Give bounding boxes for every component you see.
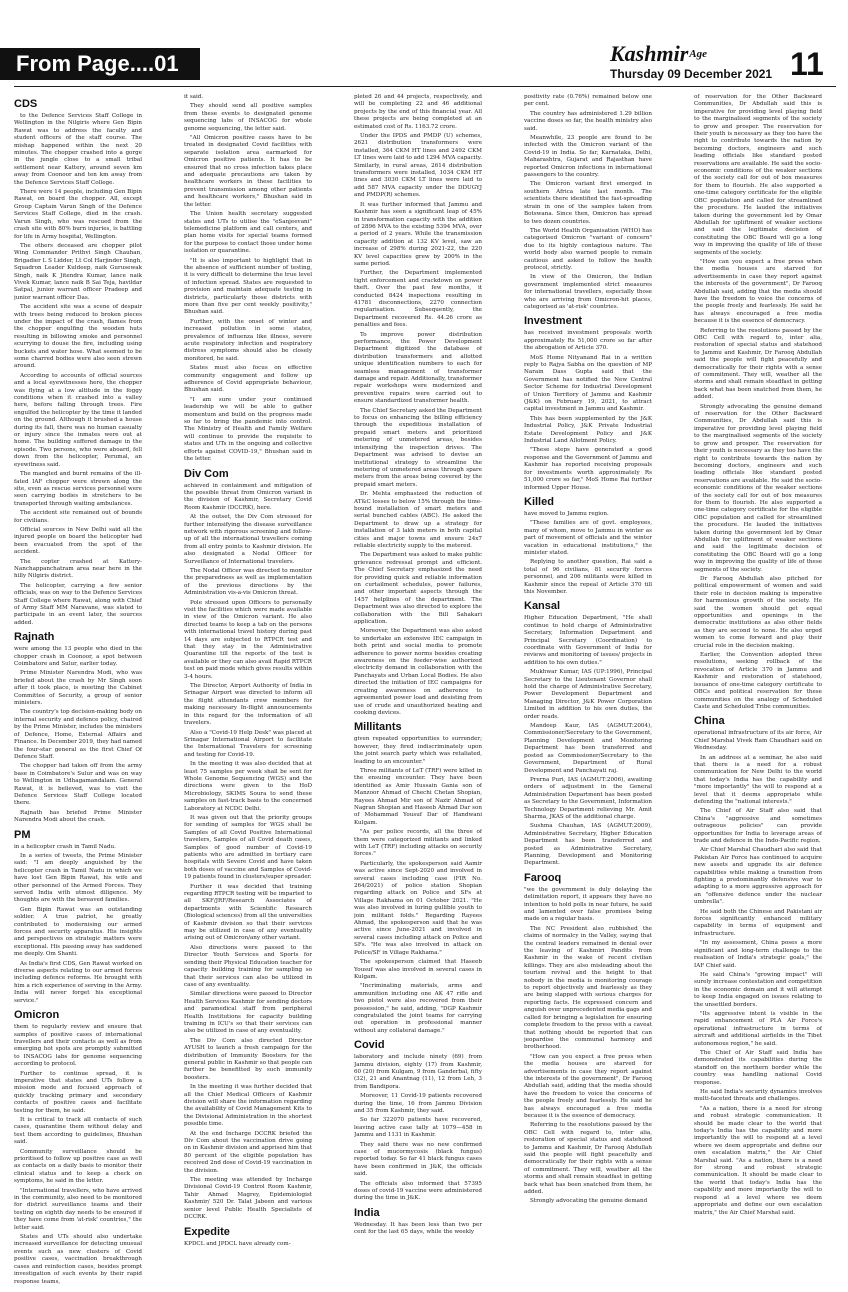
article-paragraph: He said both the Chinese and Pakistani air forces significantly enhanced military capability in terms of equipment and infrastructure. (694, 908, 822, 937)
article-paragraph: "All Omicron positive cases have to be treated in designated Covid facilities with separate isolation area earmarked for Omicron positive patients. It has to be ensured that no cross infection takes place and adequate precautions are taken by healthcare workers in these facilities to prevent transmission among other patients and healthcare workers," Bhushan said in the letter. (184, 135, 312, 208)
article-paragraph: Referring to the resolutions passed by the OBC Cell with regard to, inter alia, restoration of special status and statehood to Jammu and Kashmir, Dr Farooq Abdullah said the people will fight peacefully and democratically for their rights with a sense of commitment. They will, weather all the storms and shall remain steadfast in getting back what has been snatched from them, he added. (524, 1122, 652, 1196)
article-paragraph: They said there was no new confirmed case of mucormycosis (black fungus) reported today. So far 41 black fungus cases have been confirmed in J&K, the officials said. (354, 1141, 482, 1178)
article-headline: CDS (14, 98, 38, 110)
article-paragraph: Further, with the onset of winter and increased pollution in some states, prevalence of influenza like illness, severe acute respiratory infection and respiratory distress symptoms should also be closely monitored, he said. (184, 318, 312, 362)
article-paragraph: "I am sure under your continued leadership we will be able to gather momentum and build on the progress made so far to bring the pandemic into control. The Ministry of Health and Family Welfare will continue to provide the requisite to states and UTs in the ongoing and collective efforts against COVID-19," Bhushan said in the letter. (184, 396, 312, 463)
article-paragraph: Similar directions were passed to Director Health Services Kashmir for sending doctors and paramedical staff from peripheral Health Institutions for capacity building training in ICU's so that their services can also be utilized in case of any eventuality. (184, 991, 312, 1035)
article-paragraph: Sushma Chauhan, IAS (AGMUT:2009), Administrative Secretary, Higher Education Department has been transferred and posted as Administrative Secretary, Planning, Development and Monitoring Department. (524, 823, 652, 867)
article-paragraph: MoS Home Nityanand Rai in a written reply to Rajya Sabha on the question of MP Narain Dass Gupta said that the Government has notified the New Central Sector Scheme for Industrial Development of Union Territory of Jammu and Kashmir (J&K) on February 19, 2021, to attract capital investment in Jammu and Kashmir. (524, 354, 652, 413)
brand-name (610, 41, 785, 66)
article-paragraph: The NC President also rubbished the claims of normalcy in the Valley, saying that the central leaders remained in denial over the leaving of Kashmiri Pandits from Kashmir in the wake of recent civilian killings. They are also misleading about the tourism revival and the height to that nobody in the media is monitoring courage to report objectively and fearlessly as they are being slapped with serious charges for reporting facts. He expressed concern and anguish over unprecedented media gags and called for bringing a legislation for ensuring complete freedom to the press with a caveat that nothing should be reported that can jeopardise the communal harmony and brotherhood. (524, 925, 652, 1051)
article-paragraph: The Div Com also directed Director AYUSH to launch a fresh campaign for the distribution of Immunity Boosters for the general public in Kashmir so that people can further be benefitted by such immunity boosters. (184, 1037, 312, 1081)
article-headline: PM (14, 828, 31, 841)
article-headline: India (354, 1206, 380, 1219)
article-paragraph: Replying to another question, Rai said a total of 96 civilians, 81 security forces personnel, and 206 militants were killed in Kashmir since the repeal of Article 370 till this November. (524, 559, 652, 595)
article-paragraph: States and UTs should also undertake increased surveillance for detecting unusual events such as new clusters of Covid positive cases, vaccination breakthrough cases and reinfection cases, besides prompt investigation of such events by their rapid response teams, (14, 1234, 142, 1284)
article-paragraph: Gen Bipin Rawat was an outstanding soldier. A true patriot, he greatly contributed to modernising our armed forces and security apparatus. His insights and perspectives on strategic matters were exceptional. His passing away has saddened me deeply. Om Shanti. (14, 906, 142, 958)
article-paragraph: The accident site remained out of bounds for civilians. (14, 510, 142, 524)
article-paragraph: He said China's "growing impact" will surely increase contestation and competition in the economic domain and it will attempt to keep India engaged on issues relating to the unsettled borders. (694, 971, 822, 1008)
article-paragraph: given repeated opportunities to surrender; however, they fired indiscriminately upon the joint search party which was retaliated, leading to an encounter." (354, 736, 482, 765)
article-paragraph: Further, the Department implemented tight enforcement and crackdown on power theft. Over the past few months, it conducted 8424 inspections resulting in 41781 disconnections, 2270 connection regularisation. Subsequently, the Department recovered Rs. 44.26 crore as penalties and fees. (354, 270, 482, 329)
article-paragraph: Three militants of LeT (TRF) were killed in the ensuing encounter. They have been identified as Amir Hussain Gania son of Manzoor Ahmad of Chechi Chetan Shopian, Rayees Ahmad Mir son of Nazir Ahmad of Nagran Shopian and Haseeb Ahmad Dar son of Mohammad Yousuf Dar of Handwani Kulgam. (354, 767, 482, 826)
article-paragraph: As India's first CDS, Gen Rawat worked on diverse aspects relating to our armed forces including defence reforms. He brought with him a rich experience of serving in the Army. India will never forget his exceptional service." (14, 960, 142, 1004)
article-paragraph: "Incriminating materials, arms and ammunition including one AK 47 rifle and two pistol were also recovered from their possession," he said, adding, "DGP Kashmir congratulated the joint teams for carrying out operation in professional manner without any collateral damage." (354, 983, 482, 1034)
article-paragraph: Referring to the resolutions passed by the OBC Cell with regard to, inter alia, restoration of special status and statehood to Jammu and Kashmir, Dr Farooq Abdullah said the people will fight peacefully and democratically for their rights with a sense of commitment. They will, weather all the storms and shall remain steadfast in getting back what has been snatched from them, he added. (694, 327, 822, 401)
article-paragraph: The Chief of Air Staff said India has demonstrated its capabilities during the standoff on the northern border while the country was handling national Covid response. (694, 1049, 822, 1086)
article-paragraph: "In my assessment, China poses a more significant and long-term challenge to the realisation of India's strategic goals," the IAF Chief said. (694, 940, 822, 969)
article-paragraph: At the outset, the Div Com stressed for further intensifying the disease surveillance network with rigorous screening and follow-up of all the international travellers coming from all entry points to Kashmir division. He also designated a Nodal Officer for Surveillance of International travelers. (184, 514, 312, 565)
article-paragraph: Earlier, the Convention adopted three resolutions, seeking rollback of the revocation of Article 370 in Jammu and Kashmir and restoration of statehood, issuance of one-time category certificate to OBCs and political reservation for these communities on the analogy of Scheduled Caste and Scheduled Tribe communities. (694, 652, 822, 710)
article-paragraph: Further it was decided that training regarding RTPCR testing will be imparted to all SKF/JRF/Research Associates of departments with Scientific Research (Biological sciences) from all the universities of Kashmir division so that their services may be utilized in case of any eventuality arising out of Omicron/any other variant. (184, 883, 312, 942)
article-paragraph: achieved in containment and mitigation of the possible threat from Omicron variant in the division of Kashmir, Secretary Covid Room Kashmir (DCCRK), here. (184, 482, 312, 511)
article-paragraph: Pole stressed upon Officers to personally visit the facilities which were made available in view of the Omicron variant. He also directed teams to keep a tab on the persons with international travel history during past 14 days are subjected to RTPCR test and that they stay in the Administrative Quarantine till the reports of the test is available or they can also avail Rapid RTPCR test on paid mode which gives results within 3-4 hours. (184, 599, 312, 680)
article-paragraph: Mukhwar Kumar, IAS (UP:1996), Principal Secretary to the Lieutenant Governor shall hold the charge of Administrative Secretary, Power Development Department and Managing Director, J&K Power Corporation Limited in addition to his own duties, the order reads. (524, 669, 652, 720)
column-2 (184, 94, 312, 1284)
article-paragraph: The others deceased are chopper pilot Wing Commander Prithvi Singh Chauhan, Brigadier L S Lidder, Lt Col Harjinder Singh, Squadron Leader Kuldeep, naik Gurusewak Singh, naik K Jitendra Kumar, lance naik Vivek Kumar, lance naik B Sai Teja, havildar Satpal, junior warrant officer Pradeep and junior warrant officer Das. (14, 242, 142, 301)
article-paragraph: of reservation for the Other Backward Communities, Dr Abdullah said this is imperative for providing level playing field to the marginalised segments of the society to grow and prosper. The reservation for their youth is necessary as they too have the right to contribute towards the nation by becoming doctors, engineers and such leading officials like standard posted reservations are available. He said the socio-economic conditions of the weaker sections of the society call for out of box measures for them to flourish. He also supported a one-time category certificate for the eligible OBC population and called for streamlined the procedure. He lauded the initiatives taken during the government led by Omar Abdullah for upliftment of weaker sections and said the legitimate decision of constituting the OBC Board will go a long way in improving the quality of life of these segments of the society. (694, 94, 822, 256)
article-paragraph: So far 322070 patients have recovered, leaving active case tally at 1079—458 in Jammu and 1131 in Kashmir. (354, 1117, 482, 1139)
article-paragraph: in a helicopter crash in Tamil Nadu. (14, 843, 116, 850)
article-paragraph: Under the IPDS and PMDP (U) schemes, 2621 distribution transformers were installed, 364 CKM HT lines and 2492 CKM LT lines were laid to add 1294 MVA capacity. Similarly, in rural areas, 2614 distribution transformers were installed, 1034 CKM HT lines and 3030 CKM LT lines were laid to add 587 MVA capacity under the DDUGYJ and PMDP(R) schemes. (354, 133, 482, 199)
article-paragraph: Also a "Covid-19 Help Desk" was placed at Srinagar International Airport to facilitate the International Travelers for screening and testing for Covid-19. (184, 729, 312, 758)
column-5 (694, 94, 822, 1284)
article-headline: Farooq (524, 871, 562, 884)
article-paragraph: have moved to Jammu region. (524, 510, 609, 517)
brand (610, 41, 785, 81)
article-columns (14, 94, 836, 1284)
article-paragraph: "Its aggressive intent is visible in the rapid enhancement of PLA Air Force's operational infrastructure in terms of aircraft and additional airfields in the Tibet autonomous region," he said. (694, 1010, 822, 1047)
article-paragraph: were among the 13 people who died in the chopper crash in Coonoor, a spot between Coimbatore and Sulur, earlier today. (14, 646, 142, 668)
article-headline: China (694, 715, 725, 728)
article-paragraph: There were 14 people, including Gen Bipin Rawat, on board the chopper. All, except Group Captain Varun Singh of the Defence Services Staff College, died in the crash. Varun Singh, who was rescued from the crash site with 80% burn injuries, is battling for life in Army hospital, Wellington. (14, 189, 142, 240)
article-paragraph: The spokesperson claimed that Haseeb Yousuf was also involved in several cases in Kulgam. (354, 959, 482, 980)
article-headline: Millitants (354, 721, 402, 734)
issue-month-year: December 2021 (684, 67, 773, 81)
article-paragraph: The Director, Airport Authority of India in Srinagar Airport was directed to inform all the flight attendants crew members for making necessary In-flight announcements in this regard for the information of all travelers. (184, 683, 312, 727)
article-paragraph: them to regularly review and ensure that samples of positive cases of international travellers and their contacts as well as from emerging hot spots are promptly submitted to INSACOG labs for genome sequencing according to protocol. (14, 1024, 142, 1068)
article-paragraph: It is critical to track all contacts of such cases, quarantine them without delay and test them according to guidelines, Bhushan said. (14, 1116, 142, 1146)
article-paragraph: He said India's security dynamics involves multi-faceted threats and challenges. (694, 1089, 822, 1103)
article-paragraph: It was given out that the priority groups for sending of samples for WGS shall be Samples of all Covid Positive International travelers, Samples of all Covid death cases, Samples of good number of Covid-19 patients who are admitted in tertiary care hospitals with Severe Covid and have taken both doses of vaccine and Samples of Covid-19 patients found in clusters/super spreader. (184, 814, 312, 881)
article-headline: Killed (524, 495, 554, 508)
section-label: From Page....01 (0, 48, 200, 80)
article-paragraph: "How can you expect a free press when the media houses are starved for advertisements in case they report against the interests of the government", Dr Farooq Abdullah said, adding that the media should have the freedom to voice the concerns of the people freely and fearlessly. He said he has always encouraged a free media because it is the essence of democracy. (694, 258, 822, 325)
article-paragraph: Particularly, the spokesperson said Aamir was active since Sept-2020 and involved in several cases including case (FIR No. 264/2021) of police station Shopian regarding attack on Police and SFs at Village Rakhama on 01 October 2021. "He was also involved in luring gullible youth to join militant folds." Regarding Rayees Ahmad, the spokesperson said that he was active since June-2021 and involved in several cases including attack on Police and SFs. "He was also involved in attack on Police/SF in Village Rakhama." (354, 860, 482, 956)
article-paragraph: The accident site was a scene of despair with trees being reduced to broken pieces under the impact of the crash, flames from the chopper engulfing the wooden huts resulting in billowing smoke and personnel scurrying to douse the fire, including using buckets and water hose. What seemed to be some charred bodies were also seen strewn around. (14, 304, 142, 370)
article-paragraph: to the Defence Services Staff College in Wellington in the Nilgiris where Gen Bipin Rawat was to address the faculty and student officers of the staff course. The mishap happened within the next 20 minutes. The chopper crashed into a gorge in the jungle close to a small tribal settlement near Kattery, around seven km away from Coonoor and ten km away from the Defence Services Staff College. (14, 113, 142, 186)
article-paragraph: The Chief of Air Staff also said that China's "aggressive and sometimes outrageous policies" can provide opportunities for India to leverage areas of trade and defence in the Indo-Pacific region. (694, 808, 822, 844)
article-paragraph: The chopper had taken off from the army base in Coimbatore's Sulur and was on way to Wellington in Udhagamandalam. General Rawat, it is believed, was to visit the Defence Services Staff College located there. (14, 763, 142, 807)
article-paragraph: "These steps have generated a good response and the Government of Jammu and Kashmir has reported receiving proposals for investments worth approximately Rs 51,000 crore so far," MoS Home Rai further informed Upper House. (524, 447, 652, 491)
article-paragraph: According to accounts of official sources and a local eyewitnesses here, the chopper was flying at a low altitude in the foggy conditions when it crashed into a valley here, before falling through trees. Fire engulfed the helicopter by the time it landed on the ground. Although it brushed a house during its fall, there was no human casualty or injury since the inmates were out at home. The building suffered damage in the episode. Two persons, who were aboard, fell down from the helicopter, Perumal, an eyewitness said. (14, 372, 142, 468)
article-paragraph: Dr. Mehta emphasized the reduction of AT&C losses to below 15% through the time-bound installation of smart meters and serial bunched cables (ABC). He asked the Department to draw up a strategy for installation of 3 lakh meters in both capital cities and major towns and ensure 24x7 reliable electricity supply to the metered. (354, 491, 482, 549)
article-paragraph: "As a nation, there is a need for strong and robust strategic communication. It should be made clear to the world that today's India has the capability and more importantly the will to respond at a level where we deem appropriate and define our own escalation matrix," the Air Chief Marshal said. "As a nation, there is a need for strong and robust strategic communication. It should be made clear to the world that today's India has the capability and more importantly the will to respond at a level where we deem appropriate and define our own escalation matrix," the Air Chief Marshal said. (694, 1105, 822, 1216)
article-paragraph: Strongly advocating the genuine demand (530, 1198, 648, 1205)
article-paragraph: laboratory and include ninety (69) from Jammu division, eighty (17) from Kashmir, 60 (20) from Kulgam, 9 from Ganderbal, fifty (32), 21 and Anantnag (11), 12 from Leh, 3 from Bandipora. (354, 1054, 482, 1090)
article-paragraph: Prime Minister Narendra Modi, who was briefed about the crash by Mr Singh soon after it took place, is meeting the Cabinet Committee of Security, a group of senior ministers. (14, 670, 142, 707)
article-headline: Covid (354, 1039, 385, 1052)
article-paragraph: Higher Education Department, "He shall continue to hold charge of Administrative Secretary, Information Department and Principal Secretary (Coordination) to coordinate with Government of India for reviews and monitoring of issues/ projects in addition to his own duties." (524, 615, 652, 666)
article-paragraph: The copter crashed at Kattery-Nanchappanchatram area near here in the hilly Nilgiris district. (14, 558, 142, 580)
article-paragraph: Air Chief Marshal Chaudhari also said that Pakistan Air Force has continued to acquire new assets and upgrade its air defence capabilities while making a transition from fighting a predominantly defensive war to adapting to a more aggressive approach for an "offensive defence under the nuclear umbrella". (694, 847, 822, 906)
article-paragraph: Prerna Puri, IAS (AGMUT:2006), awaiting orders of adjustment in the General Administration Department has been posted as Secretary to the Government, Information Technology Department relieving Mr. Amit Sharma, JKAS of the additional charge. (524, 776, 652, 820)
article-paragraph: has received investment proposals worth approximately Rs 51,000 crore so far after the abrogation of Article 370. (524, 330, 652, 352)
article-paragraph: Moreover, the Department was also asked to undertake an extensive IEC campaign in both print and social media to promote adherence to power norms besides creating awareness on the feeder-wise authorized electricity demand in collaboration with the Panchayats and Urban Local Bodies. He also directed the initiation of IEC campaigns for creating awareness on adherence to agreemented power load and desisting from use of crude and unauthorized heating and cooking devices. (354, 628, 482, 716)
article-paragraph: "we the government is duly delaying the delimitation report, it appears they have no intention to hold polls in near future, he said and lamented over false promises being made on a regular basis. (524, 886, 652, 923)
article-paragraph: Moreover, 11 Covid-19 patients recovered during the time, 16 from Jammu Division and 35 from Kashmir, they said. (354, 1093, 482, 1114)
article-paragraph: At the end Incharge DCCRK briefed the Div Com about the vaccination drive going on in Kashmir division and apprised him that 80 percent of the eligible population has received 2nd dose of Covid-19 vaccination in the division. (184, 1130, 312, 1174)
masthead (0, 0, 848, 82)
article-paragraph: "International travellers, who have arrived in the community, also need to be monitored for district surveillance teams and their testing on eighth day needs to be ensured if they have come from 'at-risk' countries," the letter said. (14, 1187, 142, 1231)
article-paragraph: In view of the Omicron, the Indian government implemented strict measures for international travellers, especially those who are arriving from Omicron-hit places, categorised as 'at-risk' countries. (524, 274, 652, 310)
article-paragraph: The World Health Organisation (WHO) has categorised Omicron "variant of concern" due to its highly contagious nature. The world body also warned people to remain cautious and asked to follow the health protocol, strictly. (524, 227, 652, 271)
article-paragraph: Official sources in New Delhi said all the injured people on board the helicopter had been evacuated from the spot of the accident. (14, 526, 142, 556)
article-paragraph: The meeting was attended by Incharge Divisional Covid-19 Control Room Kashmir, Tahir Ahmad Magrey, Epidemiologist Kashmir/ 520 Dr. Talat Jabeen and various senior level Public Health Specialists of DCCRK. (184, 1177, 312, 1221)
article-paragraph: "These families are of govt. employees, many of whom, move to Jammu in winter as part of movement of officials and the winter vacation in educational institutions," the minister stated. (524, 520, 652, 556)
brand-name-suffix: Age (689, 48, 707, 60)
article-paragraph: Dr Farooq Abdullah also pitched for political empowerment of women and said their role in decision making is imperative for harmonious growth of the society. He said the women should get equal opportunities and openings in the democratic institutions as also other fields as they are second to none. He also urged women to come forward and play their crucial role in the decision making. (694, 576, 822, 649)
column-1 (14, 94, 142, 1284)
article-paragraph: Further to continue spread, it is imperative that states and UTs follow a mission mode and focused approach of quickly tracking primary and secondary contacts of positive cases and facilitate testing for them, he said. (14, 1070, 142, 1114)
article-paragraph: The Chief Secretary asked the Department to focus on enhancing the billing efficiency through the expeditious installation of prepaid smart meters and prioritized metering of unmetered areas, besides intensifying the inspection drives. The Department was advised to devise an institutional strategy to streamline the metering of unmetered areas through spare meters from the areas being covered by the prepaid smart meters. (354, 407, 482, 488)
brand-name-main: Kashmir (610, 41, 689, 66)
page-number: 11 (790, 46, 824, 82)
article-paragraph: "It is also important to highlight that in the absence of sufficient number of testing, it is very difficult to determine the true level of infection spread. States are requested to provision and maintain adequate testing in districts, particularly those districts with more than five per cent weekly positivity," Bhushan said. (184, 257, 312, 316)
article-paragraph: Strongly advocating the genuine demand of reservation for the Other Backward Communities, Dr Abdullah said this is imperative for providing level playing field to the marginalised segments of the society to grow and prosper. The reservation for their youth is necessary as they too have the right to contribute towards the nation by becoming doctors, engineers and such leading officials like standard posted reservations are available. He said the socio-economic conditions of the weaker sections of the society call for out of box measures for them to flourish. He also supported a one-time category certificate for the eligible OBC population and called for streamlined the procedure. He lauded the initiatives taken during the government led by Omar Abdullah for upliftment of weaker sections and said the legitimate decision of constituting the OBC Board will go a long way in improving the quality of life of these segments of the society. (694, 403, 822, 573)
article-paragraph: The country's top decision-making body on internal security and defence policy, chaired by the Prime Minister, includes the ministers of Defence, Home, External Affairs and Finance. In December 2019, they had named the four-star general as the first Chief Of Defence Staff. (14, 709, 142, 760)
article-paragraph: Rajnath has briefed Prime Minister Narendra Modi about the crash. (14, 809, 142, 824)
article-paragraph: "How can you expect a free press when the media houses are starved for advertisements in case they report against the interests of the government", Dr Farooq Abdullah said, adding that the media should have the freedom to voice the concerns of the people freely and fearlessly. He said he has always encouraged a free media because it is the essence of democracy. (524, 1053, 652, 1119)
column-3 (354, 94, 482, 1284)
article-paragraph: The mangled and burnt remains of the ill-fated IAF chopper were strewn along the site, even as rescue services personnel were seen carrying bodies in stretchers to be transported through waiting ambulances. (14, 471, 142, 507)
article-paragraph: "As per police records, all the three of them were categorized militants and linked with LeT (TRF) including attacks on security forces." (354, 829, 482, 858)
article-paragraph: pleted 26 and 44 projects, respectively, and will be completing 22 and 46 additional projects by the end of this financial year. All these projects are being completed at an estimated cost of Rs. 1163.72 crore. (354, 94, 482, 130)
article-paragraph: it said. (184, 94, 204, 100)
article-paragraph: Also directions were passed to the Director Youth Services and Sports for sending their Physical Education teacher for capacity building training for sampling so that their services can also be utilized in case of any eventuality. (184, 944, 312, 988)
article-paragraph: The officials also informed that 57395 doses of covid-19 vaccine were administered during the time in J&K. (354, 1180, 482, 1202)
article-headline: Expedite (184, 1225, 230, 1238)
article-paragraph: Mandeep Kaur, IAS (AGMUT:2004), Commissioner/Secretary to the Government, Planning Development and Monitoring Department has been transferred and posted as Commissioner/Secretary to the Government, Department of Rural Development and Panchayati raj. (524, 723, 652, 774)
article-paragraph: The Department was asked to make public grievance redressal prompt and efficient. The Chief Secretary emphasized the need for providing quick and reliable information on curtailment schedules, power failures, and other important aspects through the 1457 helplines of the department. The Department was also directed to explore the collaboration with the Bill Sahakari application. (354, 552, 482, 626)
article-paragraph: To improve power distribution performance, the Power Development Department digitized the database of distribution transformers and allotted unique identification numbers to each for seamless management of transformer damage and repair. Additionally, transformer repair workshops were modernized and preventive repairs were carried out to ensure standardized transformer health. (354, 331, 482, 405)
article-paragraph: In an address at a seminar, he also said that there is a need for a robust communication for New Delhi to the world that today's India has the capability and "more importantly" the will to respond at a level that it deems appropriate while defending the "national interests." (694, 754, 822, 805)
article-paragraph: The country has administered 1.29 billion vaccine doses so far, the health ministry also said. (524, 110, 652, 132)
article-paragraph: KPDCL and JPDCL have already com- (184, 1240, 291, 1247)
article-paragraph: This has been supplemented by the J&K Industrial Policy, J&K Private Industrial Estate Development Policy and J&K Industrial Land Allotment Policy. (524, 415, 652, 445)
article-paragraph: In the meeting it was further decided that all the Chief Medical Officers of Kashmir division will share the information regarding the availability of Covid Management Kits to the Divisional Administration in the shortest possible time. (184, 1084, 312, 1128)
article-headline: Kansal (524, 600, 561, 613)
article-paragraph: operational infrastructure of its air force, Air Chief Marshal Vivek Ram Chaudhari said on Wednesday. (694, 730, 822, 752)
article-headline: Rajnath (14, 631, 55, 644)
article-paragraph: positivity rate (0.76%) remained below one per cent. (524, 94, 652, 108)
article-paragraph: In the meeting it was also decided that at least 75 samples per week shall be sent for Whole Genome Sequencing (WGS) and the directions were given to the HoD Microbiology, SKIMS Soura to send these samples on fast-track basis to the concerned Laboratory at NCDC Delhi. (184, 761, 312, 812)
issue-weekday: Thursday 09 (610, 67, 681, 81)
article-paragraph: It was further informed that Jammu and Kashmir has seen a significant leap of 45% in transformation capacity with the addition of 2896 MVA to the existing 5394 MVA, over a period of 2 years. While the transmission capacity addition at 132 KV level, saw an increase of 298% during 2021-22, the 220 KV level capacities grew by 200% in the same period. (354, 201, 482, 267)
issue-date (610, 66, 785, 82)
article-headline: Omicron (14, 1009, 60, 1022)
article-paragraph: The Omicron variant first emerged in southern Africa late last month. The scientists there identified the fast-spreading strain in one of the samples taken from Botswana. Since then, Omicron has spread to two dozen countries. (524, 181, 652, 225)
article-paragraph: They should send all positive samples from these events to designated genome sequencing labs of INSACOG for whole genome sequencing, the letter said. (184, 103, 312, 132)
article-paragraph: Community surveillance should be prioritised to follow up positive case as well as contacts on a daily basis to monitor their clinical status and to keep a check on symptoms, he said in the letter. (14, 1148, 142, 1185)
article-paragraph: Meanwhile, 23 people are found to be infected with the Omicron variant of the Covid-19 in India. So far, Karnataka, Delhi, Maharashtra, Gujarat and Rajasthan have reported Omicron infections in international passengers to the country. (524, 135, 652, 179)
column-4 (524, 94, 652, 1284)
article-paragraph: The Nodal Officer was directed to monitor the preparedness as well as implementation of the previous directions by the Administration vis-a-vis Omicron threat. (184, 567, 312, 597)
article-paragraph: In a series of tweets, the Prime Minister said: "I am deeply anguished by the helicopter crash in Tamil Nadu in which we have lost Gen Bipin Rawat, his wife and other personnel of the Armed Forces. They served India with utmost diligence. My thoughts are with the bereaved families. (14, 852, 142, 904)
article-paragraph: States must also focus on effective community engagement and follow up adherence of Covid appropriate behaviour, Bhushan said. (184, 365, 312, 394)
header-rule (14, 86, 836, 87)
article-paragraph: Wednesday. It has been less than two per cent for the last 65 days, while the weekly (354, 1221, 482, 1236)
article-paragraph: The helicopter, carrying a few senior officials, was on way to the Defence Services Staff College where Rawat, along with Chief of Army Staff MM Naravane, was slated to participate in an event later, the sources added. (14, 582, 142, 626)
article-headline: Investment (524, 315, 583, 328)
article-paragraph: The Union health secretary suggested states and UTs to utilise the "eSanjeevani" telemedicine platform and call centers, and plan home visits for special teams formed for the purpose to contact those under home isolation or quarantine. (184, 211, 312, 255)
article-headline: Div Com (184, 467, 229, 480)
